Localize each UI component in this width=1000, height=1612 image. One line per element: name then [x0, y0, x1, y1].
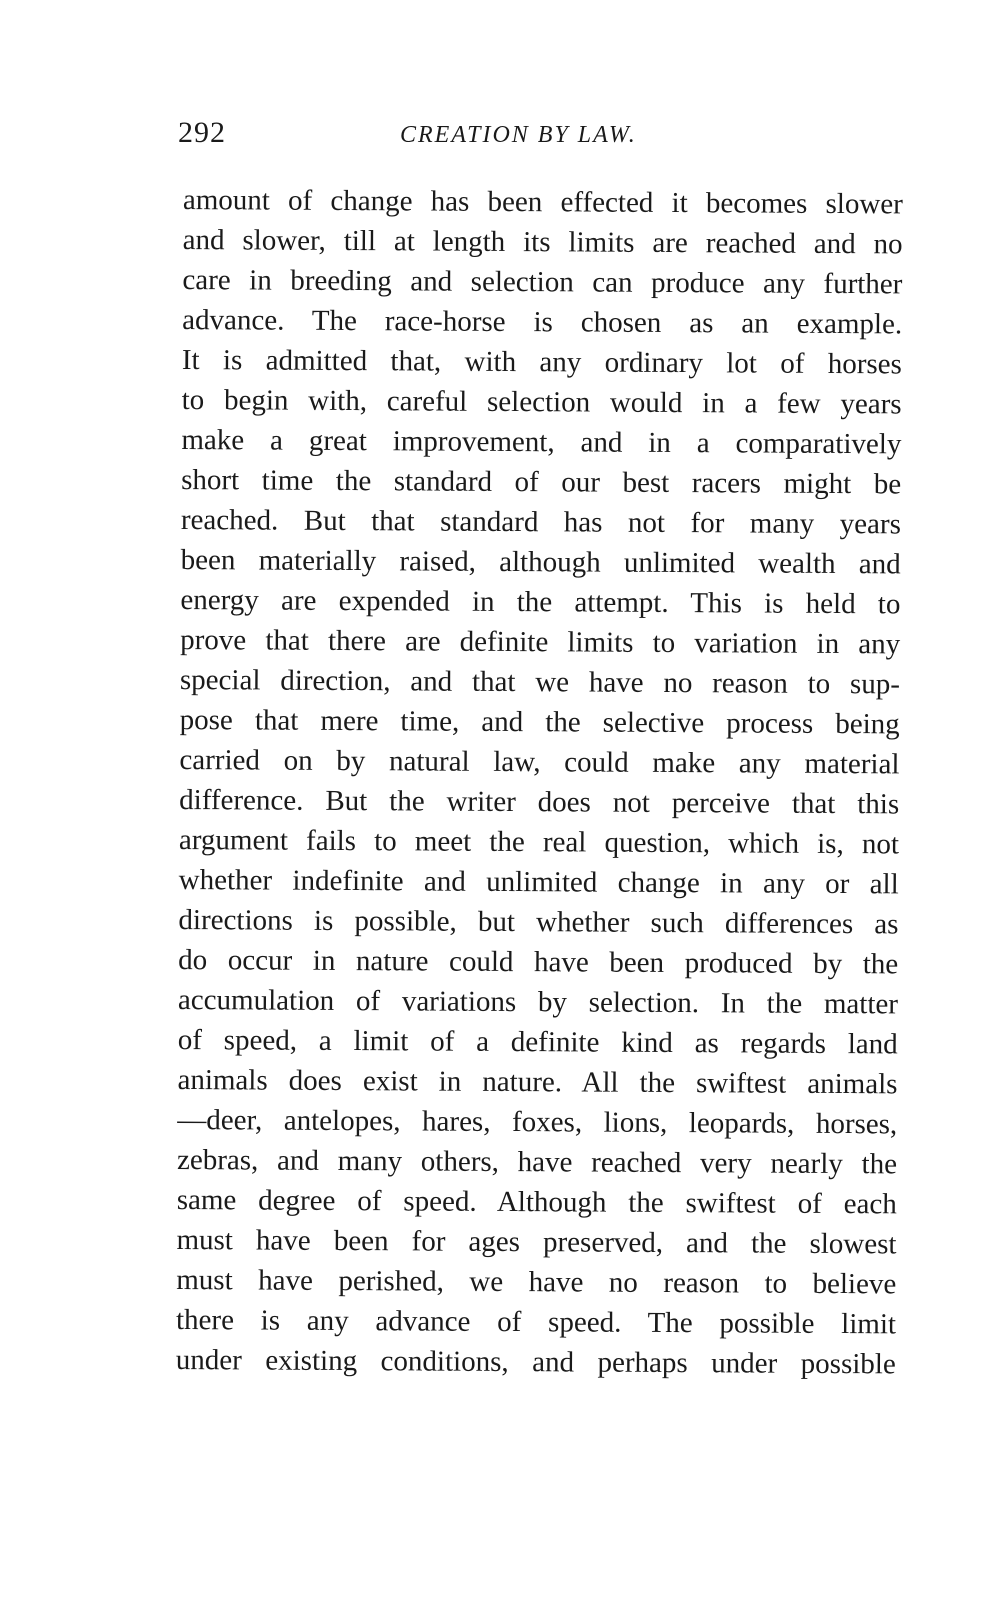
text-line: amount of change has been effected it becomes slower: [182, 183, 903, 221]
text-line: do occur in nature could have been produced by the: [178, 943, 899, 981]
text-line: special direction, and that we have no reason to sup-: [179, 663, 901, 701]
text-line: under existing conditions, and perhaps under possible: [175, 1343, 896, 1381]
text-line: advance. The race-horse is chosen as an example.: [182, 303, 903, 341]
running-title: CREATION BY LAW.: [400, 122, 637, 148]
text-line: zebras, and many others, have reached very nearly the: [176, 1143, 898, 1181]
text-line: of speed, a limit of a definite kind as regards land: [177, 1023, 898, 1061]
text-line: same degree of speed. Although the swiftest of each: [176, 1183, 897, 1221]
text-line: care in breeding and selection can produce any further: [182, 263, 903, 301]
text-line: directions is possible, but whether such differences as: [178, 903, 899, 941]
body-text: [176, 180, 903, 1384]
text-line: there is any advance of speed. The possible limit: [175, 1303, 897, 1341]
text-line: whether indefinite and unlimited change in any or all: [178, 863, 899, 901]
text-line: reached. But that standard has not for many years: [180, 503, 902, 541]
text-line: difference. But the writer does not perceive that this: [179, 783, 900, 821]
text-line: must have been for ages preserved, and the slowest: [176, 1223, 897, 1261]
text-line: must have perished, we have no reason to believe: [176, 1263, 897, 1301]
text-line: to begin with, careful selection would in a few years: [181, 383, 902, 421]
text-line: make a great improvement, and in a comparatively: [181, 423, 902, 461]
text-line: energy are expended in the attempt. This is held to: [180, 583, 901, 621]
page-number: 292: [178, 116, 226, 149]
text-line: and slower, till at length its limits are reached and no: [182, 223, 903, 261]
text-line: —deer, antelopes, hares, foxes, lions, leopards, horses,: [177, 1103, 898, 1141]
text-line: short time the standard of our best racers might be: [181, 463, 902, 501]
text-line: accumulation of variations by selection. In the matter: [177, 983, 899, 1021]
text-line: It is admitted that, with any ordinary lot of horses: [181, 343, 902, 381]
text-line: prove that there are definite limits to variation in any: [180, 623, 901, 661]
text-line: animals does exist in nature. All the swiftest animals: [177, 1063, 898, 1101]
text-line: argument fails to meet the real question, which is, not: [178, 823, 900, 861]
running-head: [178, 116, 898, 156]
text-line: been materially raised, although unlimited wealth and: [180, 543, 901, 581]
text-line: carried on by natural law, could make any material: [179, 743, 900, 781]
text-line: pose that mere time, and the selective process being: [179, 703, 900, 741]
